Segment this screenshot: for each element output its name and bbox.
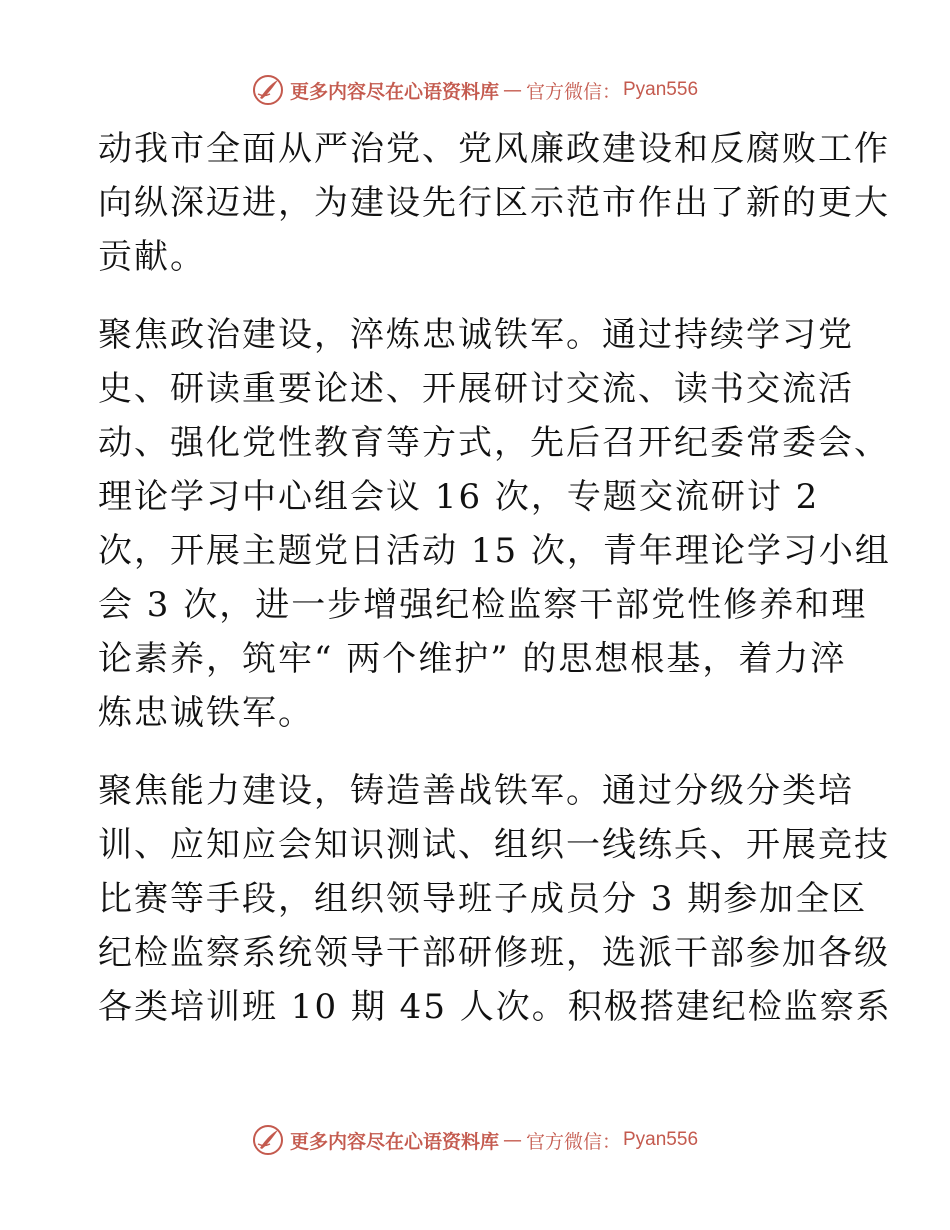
text-line: 向纵深迈进，为建设先行区示范市作出了新的更大: [98, 183, 890, 223]
quill-logo-icon: [252, 74, 284, 106]
text-line: 理论学习中心组会议 16 次，专题交流研讨 2: [98, 477, 820, 517]
text-line: 动我市全面从严治党、党风廉政建设和反腐败工作: [98, 129, 890, 169]
document-body: [98, 122, 892, 1034]
watermark-text: 更多内容尽在心语资料库: [289, 1130, 499, 1153]
watermark-separator: —: [502, 1129, 522, 1151]
text-line: 训、应知应会知识测试、组织一线练兵、开展竞技: [98, 825, 890, 865]
paragraph: [98, 308, 891, 740]
watermark-wechat-label: 官方微信：: [525, 1130, 621, 1153]
text-line: 各类培训班 10 期 45 人次。积极搭建纪检监察系: [98, 987, 892, 1027]
text-line: 动、强化党性教育等方式，先后召开纪委常委会、: [98, 423, 890, 463]
text-line: 论素养，筑牢“ 两个维护” 的思想根基，着力淬: [98, 639, 847, 679]
header-watermark: [0, 74, 950, 106]
text-line: 史、研读重要论述、开展研讨交流、读书交流活: [98, 369, 854, 409]
watermark-text: 更多内容尽在心语资料库: [289, 80, 499, 103]
watermark-wechat-id: Pyan556: [623, 1129, 699, 1150]
text-line: 聚焦能力建设，铸造善战铁军。通过分级分类培: [98, 771, 854, 811]
text-line: 会 3 次，进一步增强纪检监察干部党性修养和理: [98, 585, 868, 625]
paragraph: [98, 764, 892, 1034]
watermark-wechat-label: 官方微信：: [525, 80, 621, 103]
text-line: 炼忠诚铁军。: [98, 693, 314, 733]
quill-logo-icon: [252, 1124, 284, 1156]
footer-watermark: [0, 1124, 950, 1156]
text-line: 比赛等手段，组织领导班子成员分 3 期参加全区: [98, 879, 868, 919]
watermark-separator: —: [502, 79, 522, 101]
text-line: 纪检监察系统领导干部研修班，选派干部参加各级: [98, 933, 890, 973]
text-line: 次，开展主题党日活动 15 次，青年理论学习小组: [98, 531, 891, 571]
text-line: 贡献。: [98, 237, 206, 277]
text-line: 聚焦政治建设，淬炼忠诚铁军。通过持续学习党: [98, 315, 854, 355]
watermark-wechat-id: Pyan556: [623, 79, 699, 100]
paragraph: [98, 122, 890, 284]
